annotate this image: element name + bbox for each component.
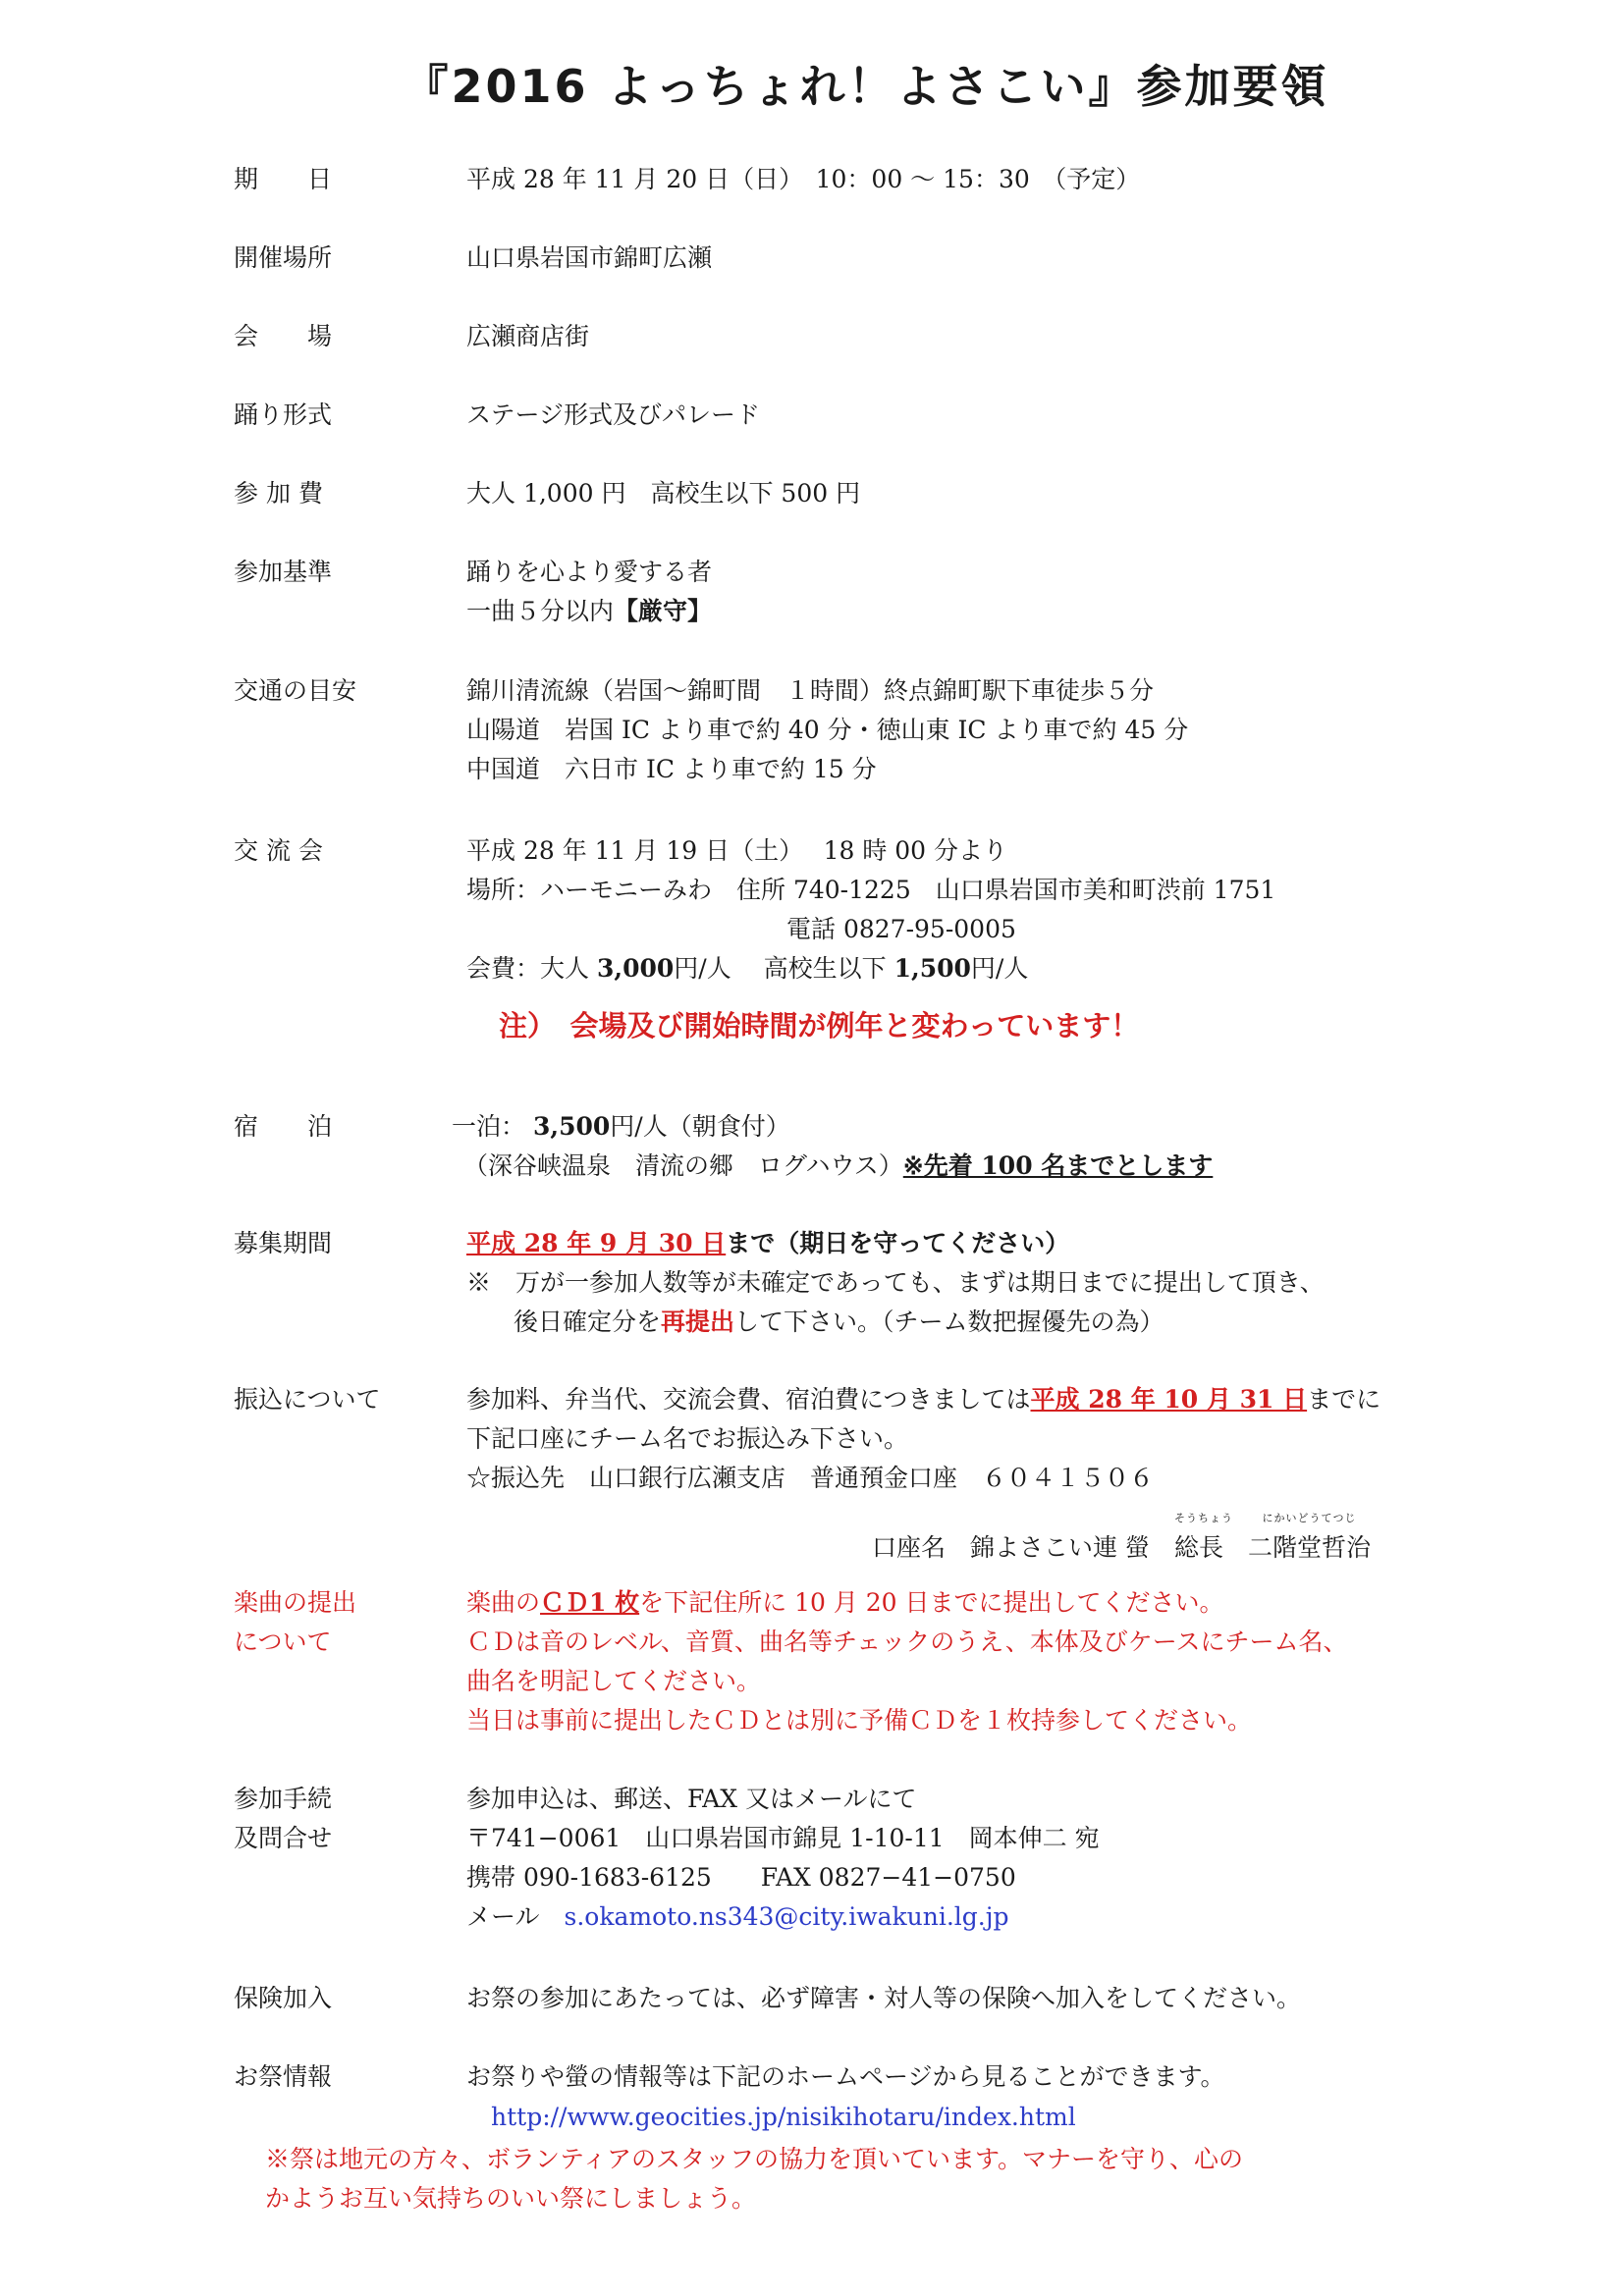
transport-line-2: 山陽道 岩国 IC より車で約 40 分・徳山東 IC より車で約 45 分 <box>466 716 1189 744</box>
application-content <box>466 1780 1100 1937</box>
transport-line-1: 錦川清流線（岩国〜錦町間 １時間）終点錦町駅下車徒歩５分 <box>466 676 1155 705</box>
payment-line-2: 下記口座にチーム名でお振込み下さい。 <box>466 1424 909 1453</box>
lodging-prefix: 一泊： <box>452 1112 526 1141</box>
lodging-content <box>452 1107 1213 1186</box>
account-name-ruby: にかいどうてつじ <box>1262 1512 1357 1524</box>
fee-label: 参 加 費 <box>234 479 323 507</box>
exchange-fee-prefix: 会費：大人 <box>466 954 590 983</box>
exchange-place: 場所：ハーモニーみわ 住所 740-1225 山口県岩国市美和町渋前 1751 <box>466 876 1276 904</box>
music-line-1-prefix: 楽曲の <box>466 1588 541 1617</box>
account-holder <box>872 1512 1371 1568</box>
music-label-2: について <box>234 1628 332 1656</box>
music-label <box>234 1583 356 1662</box>
payment-content <box>466 1380 1380 1498</box>
account-title-ruby: そうちょう <box>1173 1512 1233 1524</box>
insurance-label: 保険加入 <box>234 1984 333 2012</box>
exchange-fee-mid: 円/人 高校生以下 <box>674 954 887 983</box>
account-name <box>1247 1512 1371 1568</box>
application-mail <box>466 1897 1100 1937</box>
footer-line-1: ※祭は地元の方々、ボランティアのスタッフの協力を頂いています。マナーを守り、心の <box>265 2145 1244 2173</box>
recruit-deadline-suffix: まで（期日を守ってください） <box>726 1229 1070 1257</box>
music-line-4: 当日は事前に提出したＣＤとは別に予備ＣＤを１枚持参してください。 <box>466 1706 1253 1735</box>
date-value: 平成 28 年 11 月 20 日（日） 10：00 〜 15：30 （予定） <box>466 165 1141 193</box>
criteria-label: 参加基準 <box>234 558 333 586</box>
recruit-note-2-suffix: して下さい。（チーム数把握優先の為） <box>734 1308 1164 1336</box>
criteria-line-2 <box>466 592 712 631</box>
recruit-note-1: ※ 万が一参加人数等が未確定であっても、まずは期日までに提出して頂き、 <box>466 1268 1325 1297</box>
lodging-capacity-note: ※先着 100 名までとします <box>902 1151 1214 1180</box>
transport-line-3: 中国道 六日市 IC より車で約 15 分 <box>466 755 877 783</box>
payment-line-1-prefix: 参加料、弁当代、交流会費、宿泊費につきましては <box>466 1385 1031 1414</box>
mail-label: メール <box>466 1902 540 1931</box>
recruit-content <box>466 1224 1325 1342</box>
exchange-fee-adult: 3,000 <box>596 954 675 983</box>
lodging-suffix: 円/人（朝食付） <box>610 1112 790 1141</box>
page-title: 『2016 よっちょれ！よさこい』参加要領 <box>403 60 1329 113</box>
venue-label: 会 場 <box>234 322 333 350</box>
account-prefix: 口座名 錦よさこい連 螢 <box>872 1533 1174 1562</box>
recruit-note-2 <box>466 1303 1325 1342</box>
insurance-value: お祭の参加にあたっては、必ず障害・対人等の保険へ加入をしてください。 <box>466 1984 1302 2012</box>
lodging-line-1 <box>452 1107 1213 1147</box>
exchange-label: 交 流 会 <box>234 836 323 865</box>
application-line-1: 参加申込は、郵送、FAX 又はメールにて <box>466 1785 917 1813</box>
payment-line-1-suffix: までに <box>1307 1385 1381 1414</box>
music-line-2: ＣＤは音のレベル、音質、曲名等チェックのうえ、本体及びケースにチーム名、 <box>466 1628 1348 1656</box>
account-name-text: 二階堂哲治 <box>1247 1533 1371 1562</box>
application-label <box>234 1780 332 1858</box>
payment-line-1 <box>466 1380 1380 1419</box>
exchange-fee-child: 1,500 <box>893 954 971 983</box>
footer-line-2: かようお互い気持ちのいい祭にしましょう。 <box>265 2184 757 2213</box>
exchange-fee-suffix: 円/人 <box>970 954 1029 983</box>
music-cd-count: ＣＤ1 枚 <box>540 1588 640 1617</box>
criteria-content <box>466 553 712 631</box>
application-label-2: 及問合せ <box>234 1824 333 1852</box>
music-label-1: 楽曲の提出 <box>234 1588 357 1617</box>
festival-info-label: お祭情報 <box>234 2062 333 2091</box>
payment-deadline: 平成 28 年 10 月 31 日 <box>1030 1385 1308 1414</box>
application-label-1: 参加手続 <box>234 1785 333 1813</box>
venue-area-label: 開催場所 <box>234 243 333 272</box>
criteria-line-2-text: 一曲５分以内 <box>466 597 615 625</box>
application-address: 〒741−0061 山口県岩国市錦見 1-10-11 岡本伸二 宛 <box>466 1824 1100 1852</box>
dance-format-value: ステージ形式及びパレード <box>466 400 761 429</box>
venue-change-notice: 注） 会場及び開始時間が例年と変わっています！ <box>499 1009 1140 1042</box>
recruit-deadline: 平成 28 年 9 月 30 日 <box>466 1229 727 1257</box>
exchange-content <box>466 831 1275 988</box>
transport-label: 交通の目安 <box>234 676 357 705</box>
transport-content <box>466 671 1188 789</box>
recruit-resubmit: 再提出 <box>661 1308 735 1336</box>
lodging-price: 3,500 <box>532 1112 611 1141</box>
music-line-3: 曲名を明記してください。 <box>466 1667 762 1695</box>
account-title-text: 総長 <box>1173 1533 1223 1562</box>
account-title <box>1173 1512 1233 1568</box>
email-link[interactable]: s.okamoto.ns343@city.iwakuni.lg.jp <box>564 1902 1009 1931</box>
music-line-1 <box>466 1583 1348 1623</box>
criteria-line-1: 踊りを心より愛する者 <box>466 558 713 586</box>
venue-area-value: 山口県岩国市錦町広瀬 <box>466 243 713 272</box>
venue-value: 広瀬商店街 <box>466 322 590 350</box>
music-line-1-suffix: を下記住所に 10 月 20 日までに提出してください。 <box>639 1588 1224 1617</box>
lodging-location: （深谷峡温泉 清流の郷 ログハウス） <box>463 1151 903 1180</box>
festival-info-value: お祭りや螢の情報等は下記のホームページから見ることができます。 <box>466 2062 1225 2091</box>
lodging-line-2 <box>452 1147 1213 1186</box>
recruit-deadline-line <box>466 1224 1325 1263</box>
payment-label: 振込について <box>234 1385 381 1414</box>
music-content <box>466 1583 1348 1740</box>
lodging-label: 宿 泊 <box>234 1112 333 1141</box>
festival-url-link[interactable]: http://www.geocities.jp/nisikihotaru/index.html <box>491 2103 1076 2131</box>
recruit-note-2-prefix: 後日確定分を <box>514 1308 662 1336</box>
criteria-strict-tag: 【厳守】 <box>614 597 713 625</box>
dance-format-label: 踊り形式 <box>234 400 333 429</box>
recruit-label: 募集期間 <box>234 1229 333 1257</box>
fee-value: 大人 1,000 円 高校生以下 500 円 <box>466 479 861 507</box>
exchange-date: 平成 28 年 11 月 19 日（土） 18 時 00 分より <box>466 836 1008 865</box>
exchange-phone: 電話 0827-95-0005 <box>786 915 1016 943</box>
date-label: 期 日 <box>234 165 333 193</box>
payment-bank: ☆振込先 山口銀行広瀬支店 普通預金口座 ６０４１５０６ <box>466 1464 1155 1492</box>
application-phone-fax: 携帯 090-1683-6125 FAX 0827−41−0750 <box>466 1863 1016 1892</box>
exchange-fee <box>466 949 1275 988</box>
